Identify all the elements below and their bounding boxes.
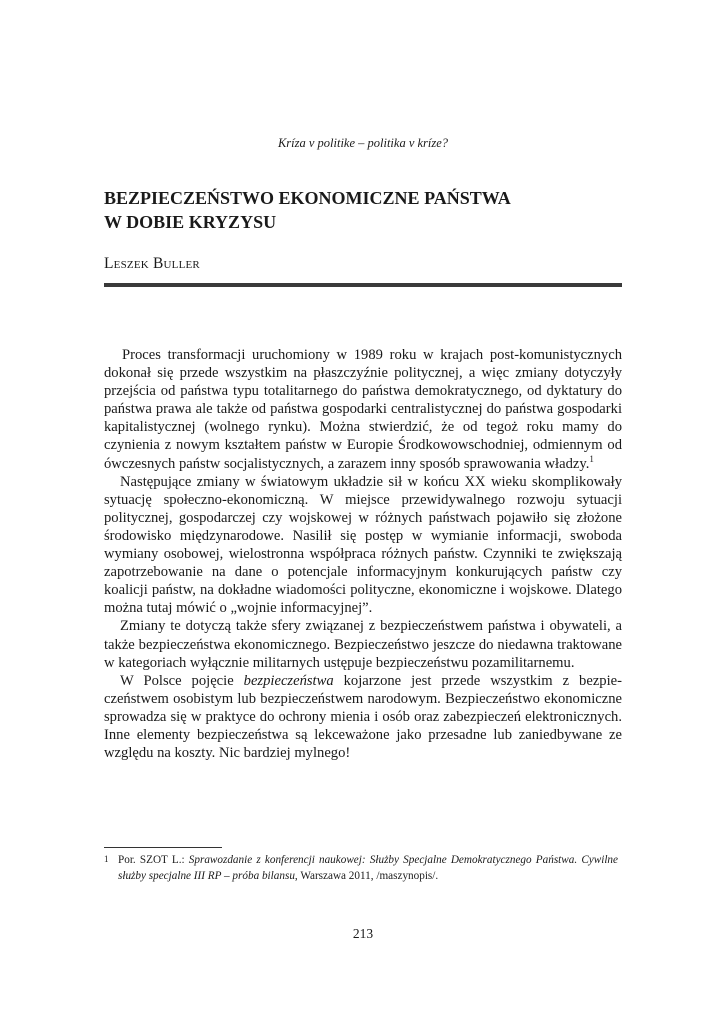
footnote-1: [104, 852, 622, 884]
author-name: Leszek Buller: [104, 255, 200, 272]
footnote-number: 1: [104, 854, 109, 864]
footnote-divider: [104, 847, 222, 848]
paragraph-3: Zmiany te dotyczą także sfery związanej z bezpieczeństwem państwa i obywateli, a także bezpieczeństwa ekonomicznego. Bezpieczeństwo jeszcze do niedawna traktowane w kategoriach wyłącznie militarnych ustępuje bezpieczeństwu pozamilitarnemu.: [104, 618, 622, 671]
paragraph-1: [104, 346, 622, 473]
article-title-line-2: W DOBIE KRYZYSU: [104, 212, 277, 232]
article-body: [104, 346, 622, 762]
paragraph-1-text: Proces transformacji uruchomiony w 1989 roku w krajach post-komunistycznych dokonał się przede wszystkim na płaszczyźnie politycznej, a więc zmiany dotyczyły przejścia od państwa typu totalitarnego do państwa demokratycznego, od dyktatury do państwa prawa ale także od państwa gospodarki centralistycznej do państwa gospodarki kapitalistycznej (wolnego rynku). Można stwierdzić, że od tegoż roku mamy do czynienia z nowym kształtem państw w Europie Środkowowschodniej, odmiennym od ówczesnych państw socjalistycznych, a zarazem inny sposób sprawowania władzy.: [104, 347, 622, 472]
footnote-text: Por. SZOT L.: Sprawozdanie z konferencji naukowej: Służby Specjalne Demokratycznego Państwa. Cywilne służby specjalne III RP – próba bilansu, Warszawa 2011, /maszynopis/.: [118, 854, 618, 882]
article-title-line-1: BEZPIECZEŃSTWO EKONOMICZNE PAŃSTWA: [104, 188, 511, 208]
footnote-cited-title: Sprawozdanie z konferencji naukowej: Służby Specjalne Demokratycznego Państwa. Cywilne służby specjalne III RP – próba bilansu: [118, 854, 618, 882]
running-head: Kríza v politike – politika v kríze?: [277, 136, 449, 150]
article-title: [104, 186, 622, 234]
footnote-ref-1[interactable]: 1: [589, 453, 594, 464]
emphasized-term: bezpieczeństwa: [243, 672, 334, 689]
paragraph-2: Następujące zmiany w światowym układzie sił w końcu XX wieku skomplikowały sytuację społeczno-ekonomiczną. W miejsce przewidywalnego rozwoju sytuacji politycznej, gospodarczej czy wojskowej w różnych państwach pojawiło się złożone środowisko międzynarodowe. Nasilił się postęp w wymianie informacji, swoboda wymiany osobowej, wielostronna współpraca różnych państw. Czynniki te zwiększają zapotrzebowanie na dane o potencjale informacyjnym konkurujących państw czy koalicji państw, na dokładne wiadomości polityczne, ekonomiczne i wojskowe. Dlatego można tutaj mówić o „wojnie informacyjnej”.: [104, 473, 622, 617]
paragraph-4: W Polsce pojęcie bezpieczeństwa kojarzone jest przede wszystkim z bezpie-czeństwem osobistym lub bezpieczeństwem narodowym. Bezpieczeństwo ekonomiczne sprowadza się w praktyce do ochrony mienia i osób oraz zabezpieczeń elektronicznych. Inne elementy bezpieczeństwa są lekceważone jako przesadne lub zaniedbywane ze względu na koszty. Nic bardziej mylnego!: [104, 672, 622, 762]
title-divider: [104, 283, 622, 287]
page-number: 213: [352, 926, 374, 941]
